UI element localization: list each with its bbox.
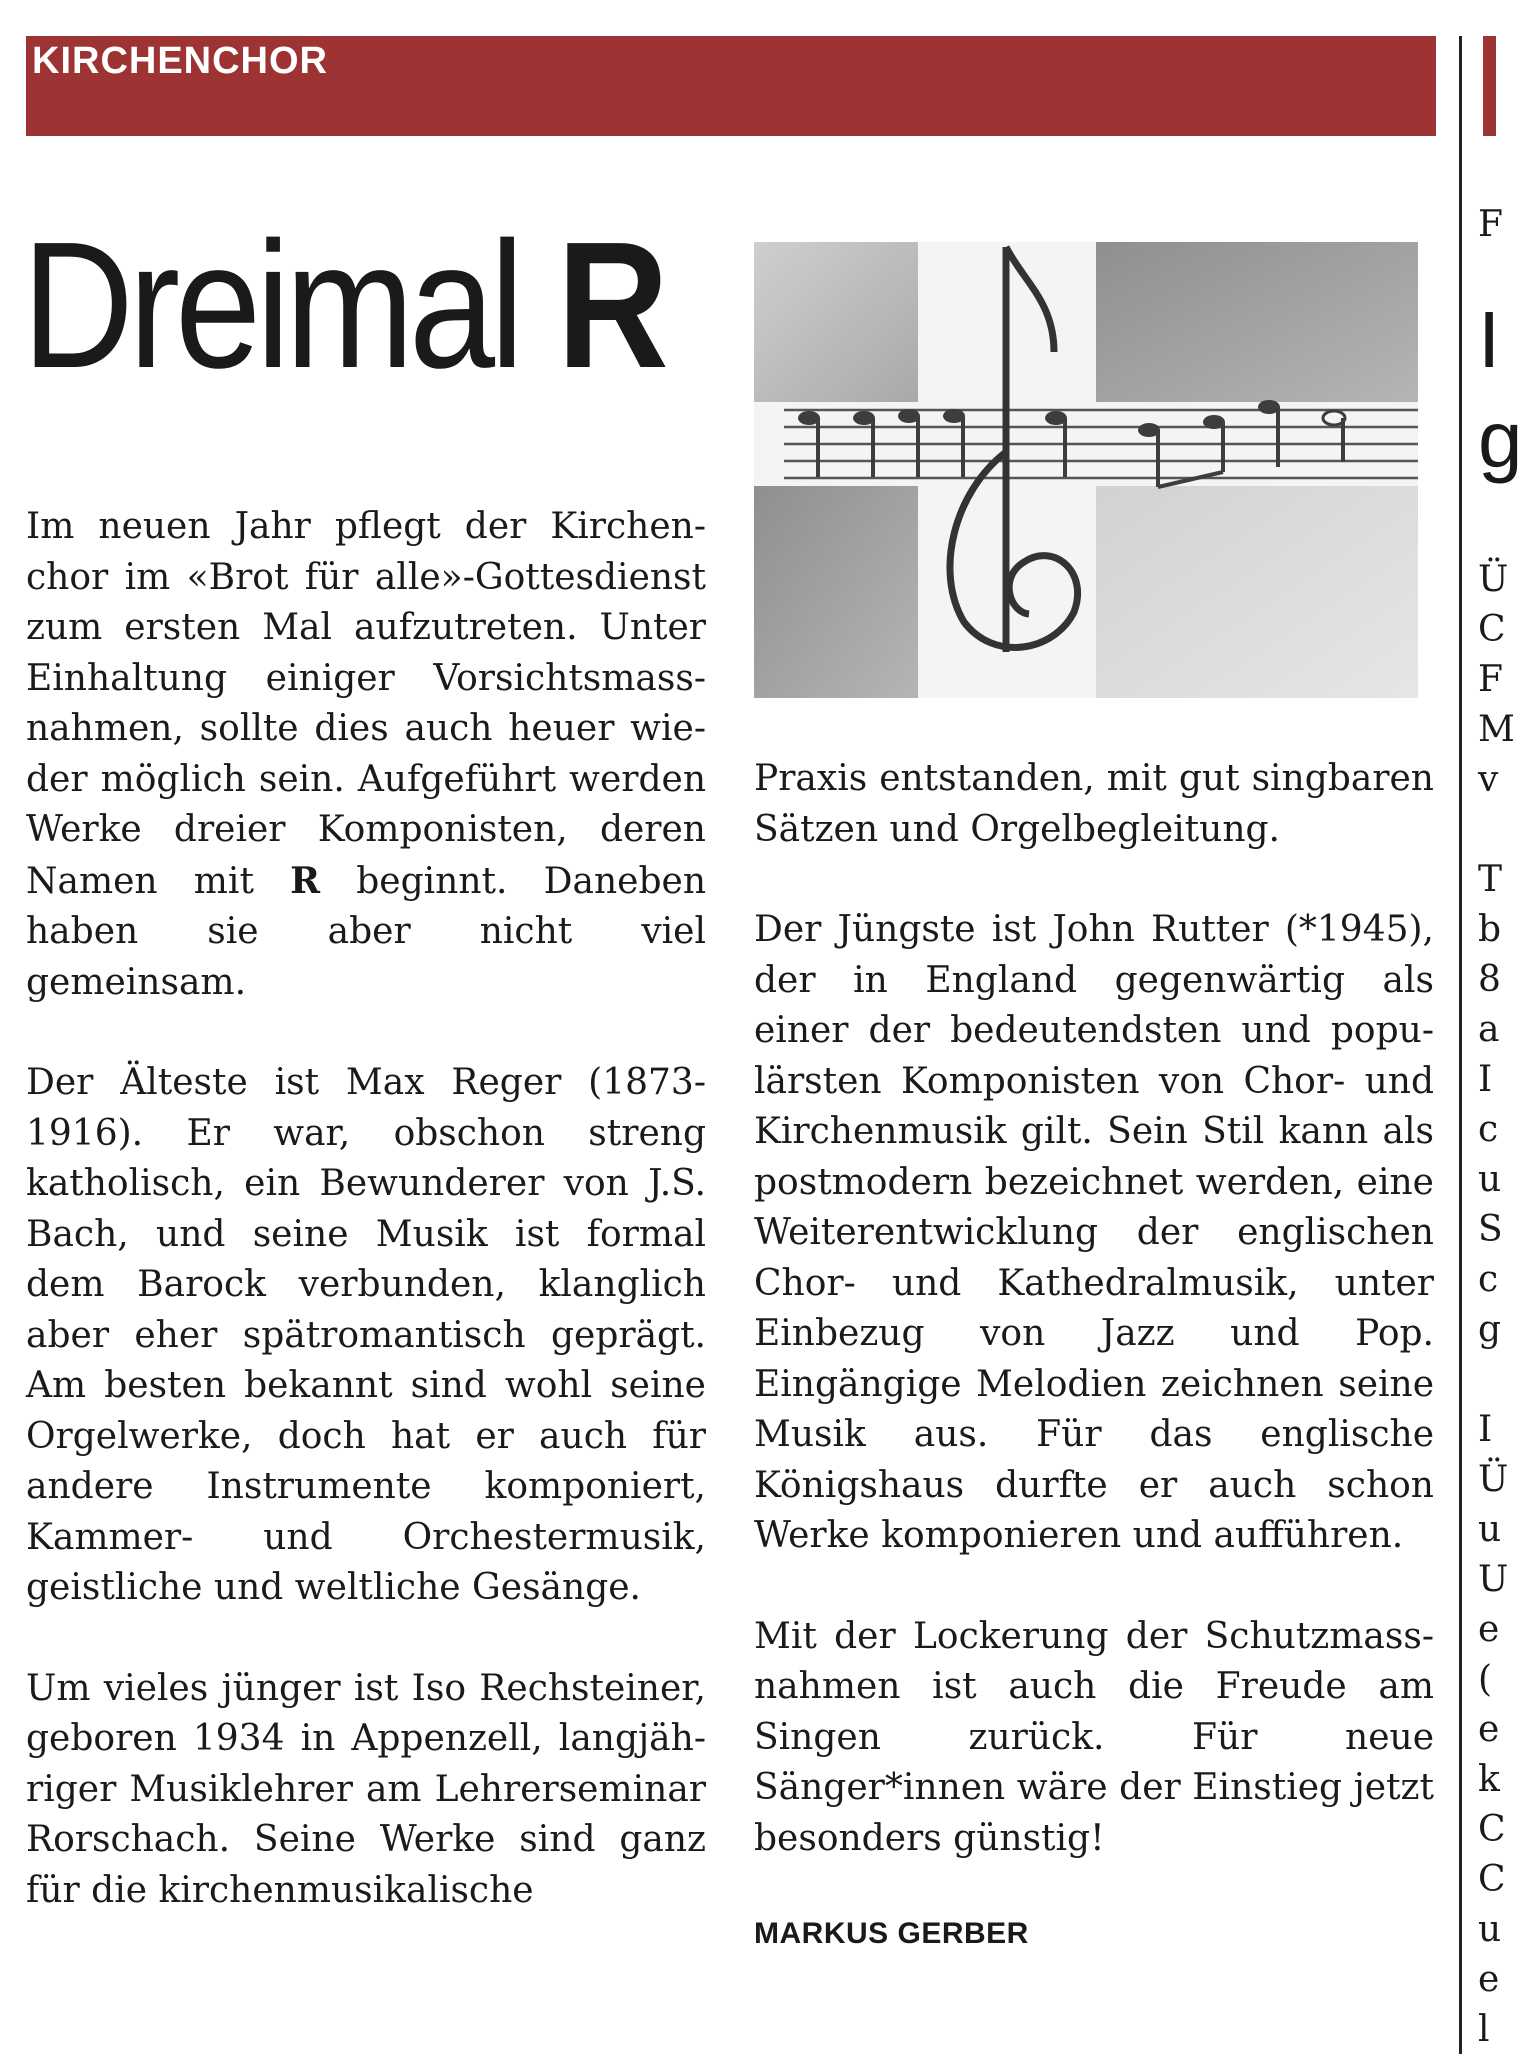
- paragraph-rutter: Der Jüngste ist John Rutter (*1945), der in England gegenwärtig als einer der bedeutendsten und populärsten Komponisten von Chor- und Kirchenmusik gilt. Sein Stil kann als postmodern bezeichnet werden, eine Weiterentwicklung der englischen Chor- und Kathedralmusik, unter Einbezug von Jazz und Pop. Eingängige Melodien zeichnen seine Musik aus. Für das englische Königshaus durfte er auch schon Werke komponieren und aufführen.: [754, 909, 1434, 1556]
- adjacent-text-char: 8: [1478, 959, 1501, 1000]
- adjacent-text-char: F: [1478, 659, 1503, 700]
- adjacent-text-char: T: [1478, 859, 1503, 900]
- adjacent-text-char: e: [1478, 1959, 1500, 2000]
- music-illustration: [754, 242, 1418, 698]
- adjacent-text-char: u: [1478, 1909, 1502, 1950]
- adjacent-text-char: M: [1478, 709, 1515, 750]
- adjacent-text-char: e: [1478, 1709, 1500, 1750]
- paragraph-reger: Der Älteste ist Max Reger (1873-1916). Er war, obschon streng katholisch, ein Bewunderer von J.S. Bach, und seine Musik ist formal dem Barock verbunden, klanglich aber eher spätromantisch geprägt. Am besten bekannt sind wohl seine Orgelwerke, doch hat er auch für andere Instrumente komponiert, Kammer- und Orchestermusik, geistliche und weltliche Gesänge.: [26, 1062, 706, 1608]
- adjacent-text-char: C: [1478, 609, 1506, 650]
- intro-text-b: beginnt. Daneben haben sie aber nicht viel gemeinsam.: [26, 860, 706, 1003]
- paragraph-rechsteiner: Um vieles jünger ist Iso Rechsteiner, geboren 1934 in Appenzell, langjähriger Musiklehrer am Lehrerseminar Rorschach. Seine Werke sind ganz für die kirchenmusikalische: [26, 1667, 706, 1911]
- adjacent-text-char: l: [1478, 2009, 1490, 2050]
- headline-letter: R: [556, 205, 664, 406]
- adjacent-text-char: e: [1478, 1609, 1500, 1650]
- section-label: KIRCHENCHOR: [32, 40, 328, 82]
- adjacent-text-char: g: [1478, 1309, 1502, 1350]
- headline-main: Dreimal: [22, 205, 557, 406]
- adjacent-text-char: a: [1478, 1009, 1500, 1050]
- adjacent-text-char: b: [1478, 909, 1502, 950]
- adjacent-text-char: u: [1478, 1509, 1502, 1550]
- adjacent-text-char: Ü: [1478, 559, 1509, 600]
- paragraph-praxis: Praxis entstanden, mit gut singbaren Sätzen und Orgelbegleitung.: [754, 758, 1434, 850]
- paragraph-intro: [26, 502, 706, 1008]
- article-headline: [22, 205, 664, 406]
- adjacent-text-char: C: [1478, 1809, 1506, 1850]
- adjacent-text-char: Ü: [1478, 1459, 1509, 1500]
- adjacent-headline-char: I: [1478, 295, 1501, 384]
- article-column-1: [26, 502, 706, 1916]
- adjacent-text-char: S: [1478, 1209, 1503, 1250]
- adjacent-text-char: u: [1478, 1159, 1502, 1200]
- adjacent-text-char: k: [1478, 1759, 1500, 1800]
- article-column-2: [754, 754, 1434, 1954]
- intro-letter: R: [290, 859, 321, 902]
- adjacent-text-char: I: [1478, 1059, 1493, 1100]
- adjacent-text-char: U: [1478, 1559, 1509, 1600]
- column-divider: [1459, 36, 1462, 2054]
- adjacent-text-char: F: [1478, 204, 1503, 245]
- article-author: MARKUS GERBER: [754, 1917, 1029, 1950]
- adjacent-text-char: (: [1478, 1659, 1493, 1700]
- adjacent-text-char: v: [1478, 759, 1499, 800]
- intro-text-a: Im neuen Jahr pflegt der Kirchenchor im «Brot für alle»-Gottesdienst zum ersten Mal aufzutreten. Unter Einhaltung einiger Vorsichtsmassnahmen, sollte dies auch heuer wieder möglich sein. Aufgeführt werden Werke dreier Komponisten, deren Namen mit: [26, 506, 706, 902]
- next-article-banner: [1483, 36, 1496, 136]
- adjacent-text-char: c: [1478, 1259, 1499, 1300]
- section-banner: [26, 36, 1436, 136]
- adjacent-headline-char: g: [1478, 395, 1523, 484]
- adjacent-text-char: c: [1478, 1109, 1499, 1150]
- adjacent-text-char: I: [1478, 1409, 1493, 1450]
- adjacent-text-char: C: [1478, 1859, 1506, 1900]
- paragraph-lockerung: Mit der Lockerung der Schutzmassnahmen ist auch die Freude am Singen zurück. Für neue Sänger*innen wäre der Einstieg jetzt besonders günstig!: [754, 1615, 1434, 1859]
